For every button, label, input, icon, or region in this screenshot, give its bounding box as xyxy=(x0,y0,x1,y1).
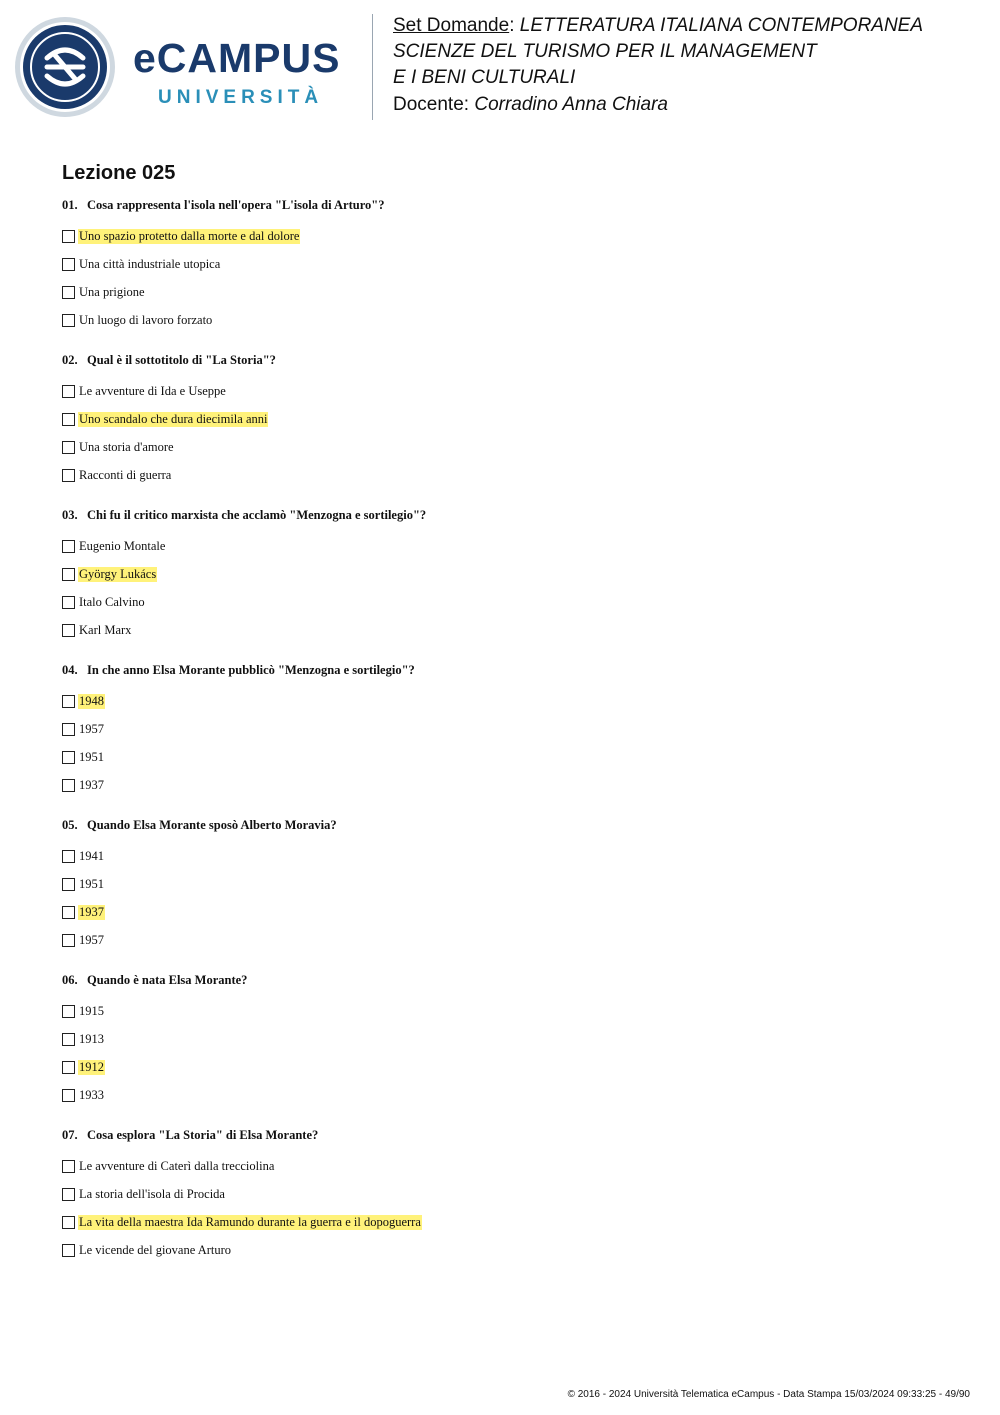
question-number: 06. xyxy=(62,973,78,987)
checkbox-icon[interactable] xyxy=(62,314,75,327)
answer-option[interactable] xyxy=(62,461,962,489)
question-block xyxy=(62,816,962,954)
answer-option-correct[interactable] xyxy=(62,560,962,588)
set-label: Set Domande xyxy=(393,15,510,36)
answer-text: 1957 xyxy=(79,721,104,736)
answer-option[interactable] xyxy=(62,250,962,278)
answer-text: György Lukács xyxy=(79,566,157,581)
lesson-title: Lezione 025 xyxy=(62,162,176,184)
answer-option[interactable] xyxy=(62,306,962,334)
question-title xyxy=(62,196,962,214)
answer-text: 1913 xyxy=(79,1031,104,1046)
logo-subtitle: UNIVERSITÀ xyxy=(158,87,324,108)
answer-text: 1937 xyxy=(79,777,104,792)
checkbox-icon[interactable] xyxy=(62,751,75,764)
checkbox-icon[interactable] xyxy=(62,596,75,609)
answer-option[interactable] xyxy=(62,1180,962,1208)
answer-text: Una storia d'amore xyxy=(79,439,174,454)
question-number: 03. xyxy=(62,508,78,522)
question-title xyxy=(62,351,962,369)
checkbox-icon[interactable] xyxy=(62,695,75,708)
answer-text: Uno spazio protetto dalla morte e dal dolore xyxy=(79,228,300,243)
answer-text: La storia dell'isola di Procida xyxy=(79,1186,225,1201)
checkbox-icon[interactable] xyxy=(62,1061,75,1074)
answer-option[interactable] xyxy=(62,997,962,1025)
answer-option[interactable] xyxy=(62,926,962,954)
question-number: 07. xyxy=(62,1128,78,1142)
page-footer: © 2016 - 2024 Università Telematica eCampus - Data Stampa 15/03/2024 09:33:25 - 49/90 xyxy=(567,1389,970,1400)
answer-text: 1951 xyxy=(79,876,104,891)
header-divider xyxy=(372,14,373,120)
checkbox-icon[interactable] xyxy=(62,1160,75,1173)
answer-option[interactable] xyxy=(62,532,962,560)
answer-option-correct[interactable] xyxy=(62,898,962,926)
question-title xyxy=(62,971,962,989)
answer-option[interactable] xyxy=(62,616,962,644)
answer-text: 1941 xyxy=(79,848,104,863)
program-line-2: E I BENI CULTURALI xyxy=(393,67,576,88)
answer-option[interactable] xyxy=(62,715,962,743)
answer-option-correct[interactable] xyxy=(62,1208,962,1236)
checkbox-icon[interactable] xyxy=(62,258,75,271)
checkbox-icon[interactable] xyxy=(62,540,75,553)
answer-text: La vita della maestra Ida Ramundo durante la guerra e il dopoguerra xyxy=(79,1214,421,1229)
course-name: LETTERATURA ITALIANA CONTEMPORANEA xyxy=(519,15,924,36)
answer-text: 1951 xyxy=(79,749,104,764)
answer-text: 1937 xyxy=(79,904,104,919)
answer-option-correct[interactable] xyxy=(62,222,962,250)
checkbox-icon[interactable] xyxy=(62,413,75,426)
checkbox-icon[interactable] xyxy=(62,1033,75,1046)
answer-text: Karl Marx xyxy=(79,622,132,637)
header-info: Set Domande: LETTERATURA ITALIANA CONTEMPORANEA SCIENZE DEL TURISMO PER IL MANAGEMENT E I BENI CULTURALI Docente: Corradino Anna Chiara xyxy=(393,15,924,115)
answer-text: 1912 xyxy=(79,1059,104,1074)
checkbox-icon[interactable] xyxy=(62,1244,75,1257)
question-title xyxy=(62,661,962,679)
checkbox-icon[interactable] xyxy=(62,850,75,863)
question-block xyxy=(62,506,962,644)
question-block xyxy=(62,1126,962,1264)
checkbox-icon[interactable] xyxy=(62,779,75,792)
logo-wordmark: eCAMPUS xyxy=(133,35,341,81)
answer-text: Un luogo di lavoro forzato xyxy=(79,312,213,327)
checkbox-icon[interactable] xyxy=(62,934,75,947)
checkbox-icon[interactable] xyxy=(62,624,75,637)
answer-option[interactable] xyxy=(62,278,962,306)
question-text: Qual è il sottotitolo di "La Storia"? xyxy=(87,353,276,367)
question-block xyxy=(62,971,962,1109)
answer-option[interactable] xyxy=(62,870,962,898)
answer-option[interactable] xyxy=(62,1081,962,1109)
answer-option-correct[interactable] xyxy=(62,405,962,433)
question-text: Cosa esplora "La Storia" di Elsa Morante? xyxy=(87,1128,319,1142)
answer-option[interactable] xyxy=(62,377,962,405)
answer-option[interactable] xyxy=(62,433,962,461)
question-title xyxy=(62,1126,962,1144)
checkbox-icon[interactable] xyxy=(62,441,75,454)
question-number: 02. xyxy=(62,353,78,367)
question-text: Chi fu il critico marxista che acclamò "Menzogna e sortilegio"? xyxy=(87,508,427,522)
question-text: In che anno Elsa Morante pubblicò "Menzogna e sortilegio"? xyxy=(87,663,415,677)
answer-option-correct[interactable] xyxy=(62,687,962,715)
answer-option[interactable] xyxy=(62,1152,962,1180)
answer-option[interactable] xyxy=(62,1236,962,1264)
question-title xyxy=(62,816,962,834)
answer-text: 1933 xyxy=(79,1087,104,1102)
answer-text: Le avventure di Caterì dalla trecciolina xyxy=(79,1158,275,1173)
question-text: Quando Elsa Morante sposò Alberto Moravia? xyxy=(87,818,337,832)
checkbox-icon[interactable] xyxy=(62,230,75,243)
checkbox-icon[interactable] xyxy=(62,906,75,919)
checkbox-icon[interactable] xyxy=(62,1216,75,1229)
checkbox-icon[interactable] xyxy=(62,568,75,581)
checkbox-icon[interactable] xyxy=(62,723,75,736)
answer-option[interactable] xyxy=(62,1025,962,1053)
answer-option[interactable] xyxy=(62,842,962,870)
answer-text: Uno scandalo che dura diecimila anni xyxy=(79,411,268,426)
checkbox-icon[interactable] xyxy=(62,286,75,299)
question-block xyxy=(62,196,962,334)
answer-text: Le vicende del giovane Arturo xyxy=(79,1242,232,1257)
checkbox-icon[interactable] xyxy=(62,878,75,891)
answer-text: Italo Calvino xyxy=(79,594,145,609)
question-list xyxy=(62,196,962,1281)
question-block xyxy=(62,661,962,799)
ecampus-emblem-icon xyxy=(14,16,116,118)
answer-text: Eugenio Montale xyxy=(79,538,166,553)
page-header xyxy=(0,0,1000,130)
answer-option[interactable] xyxy=(62,771,962,799)
question-number: 01. xyxy=(62,198,78,212)
answer-text: 1915 xyxy=(79,1003,104,1018)
answer-option[interactable] xyxy=(62,743,962,771)
answer-text: Le avventure di Ida e Useppe xyxy=(79,383,226,398)
answer-text: Una città industriale utopica xyxy=(79,256,221,271)
question-number: 04. xyxy=(62,663,78,677)
teacher-label: Docente xyxy=(393,94,464,115)
checkbox-icon[interactable] xyxy=(62,1005,75,1018)
answer-option-correct[interactable] xyxy=(62,1053,962,1081)
answer-text: 1957 xyxy=(79,932,104,947)
answer-option[interactable] xyxy=(62,588,962,616)
checkbox-icon[interactable] xyxy=(62,1188,75,1201)
question-text: Cosa rappresenta l'isola nell'opera "L'isola di Arturo"? xyxy=(87,198,385,212)
checkbox-icon[interactable] xyxy=(62,385,75,398)
answer-text: Racconti di guerra xyxy=(79,467,172,482)
question-block xyxy=(62,351,962,489)
checkbox-icon[interactable] xyxy=(62,469,75,482)
answer-text: 1948 xyxy=(79,693,104,708)
question-number: 05. xyxy=(62,818,78,832)
answer-text: Una prigione xyxy=(79,284,145,299)
question-text: Quando è nata Elsa Morante? xyxy=(87,973,248,987)
question-title xyxy=(62,506,962,524)
program-line-1: SCIENZE DEL TURISMO PER IL MANAGEMENT xyxy=(393,41,817,62)
checkbox-icon[interactable] xyxy=(62,1089,75,1102)
teacher-name: Corradino Anna Chiara xyxy=(474,94,668,115)
